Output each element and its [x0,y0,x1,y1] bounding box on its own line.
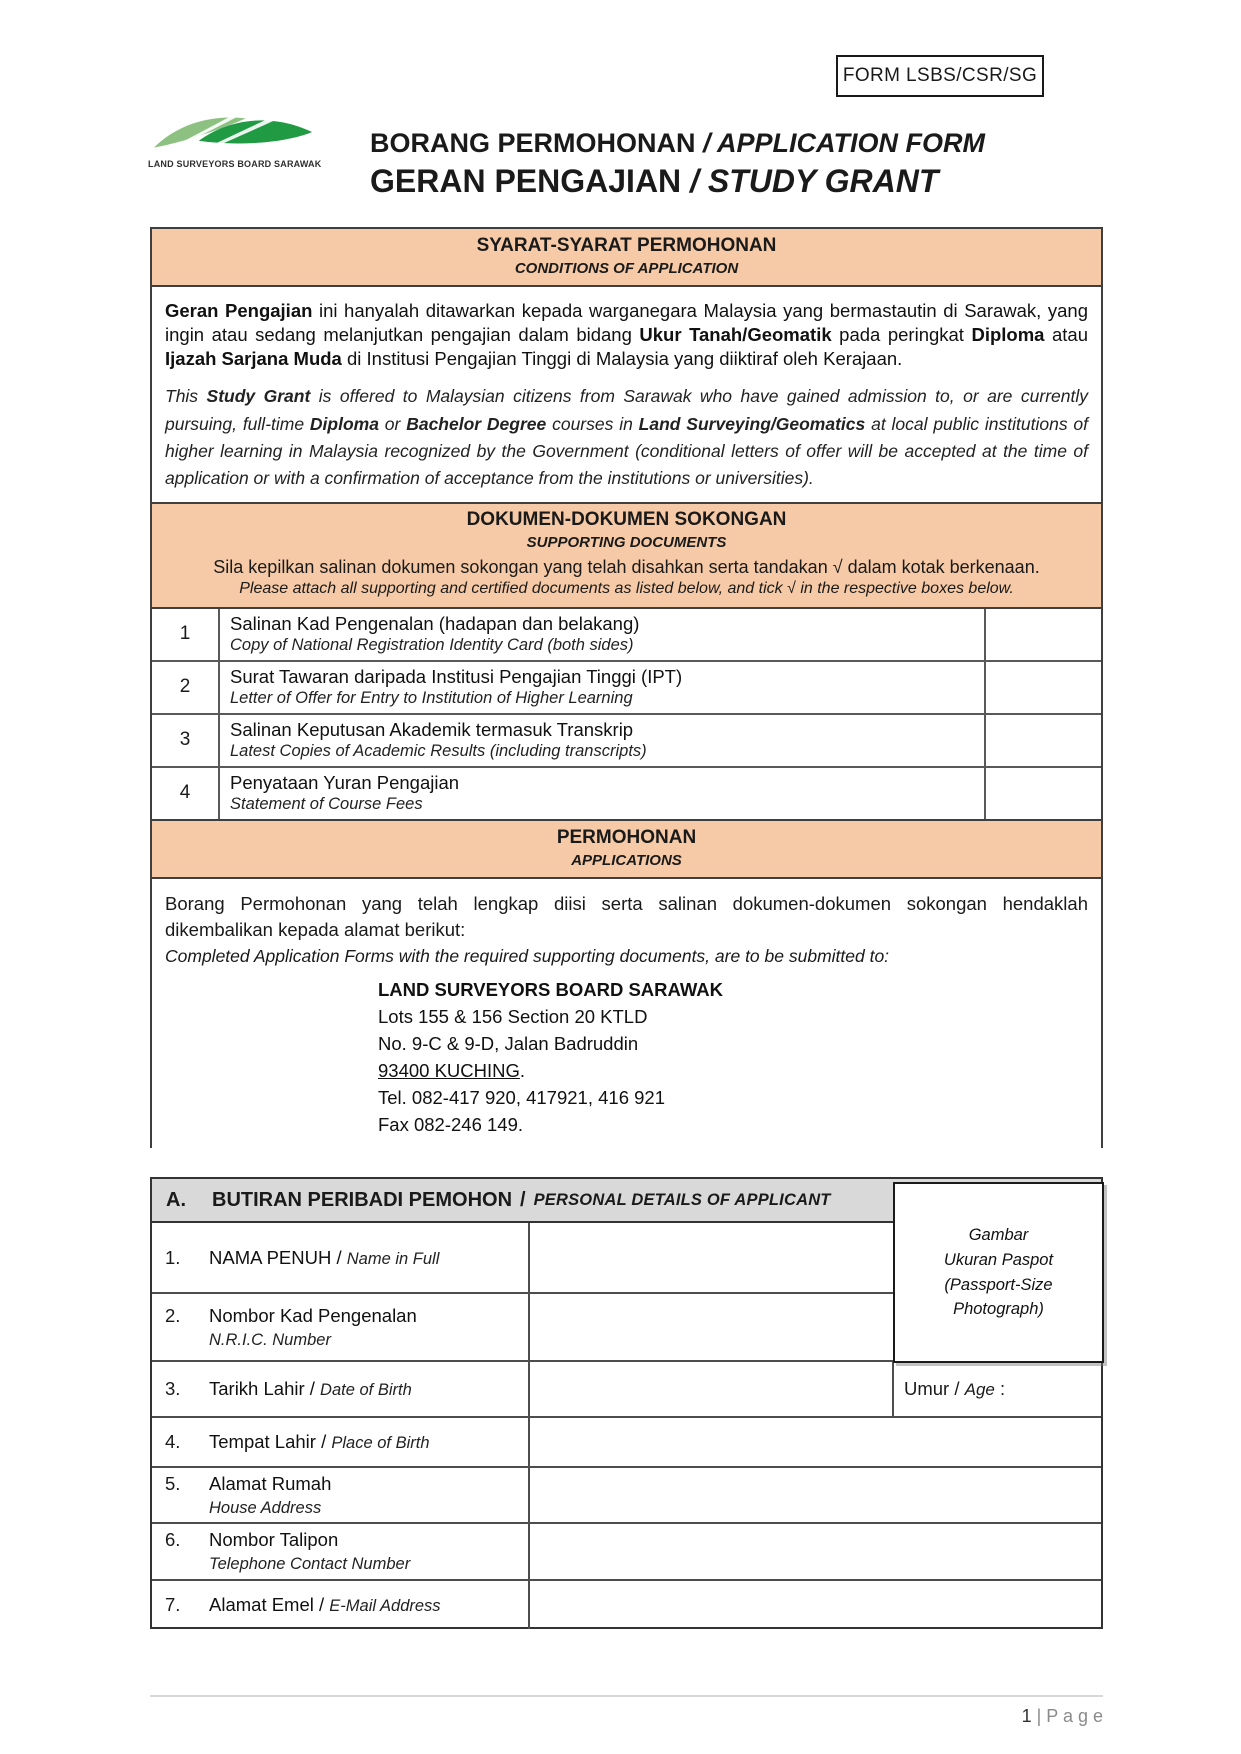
applications-header-english: APPLICATIONS [571,851,682,869]
supporting-documents-header [152,502,1101,609]
conditions-paragraph-malay [165,299,1088,370]
text-run: at local public institutions of higher learning in Malaysia recognized by the Government (conditional letters of offer will be accepted at the time of application or with a confirmation of acceptance from the institutions or universities). [165,413,1088,489]
conditions-paragraph-english [165,383,1088,492]
text-run: Diploma [309,413,379,434]
document-description [219,661,985,714]
section-title-malay: BUTIRAN PERIBADI PEMOHON [212,1188,513,1211]
address-line1: Lots 155 & 156 Section 20 KTLD [378,1005,648,1027]
document-name-malay: Salinan Kad Pengenalan (hadapan dan belakang) [230,613,640,635]
text-run: ini hanyalah ditawarkan kepada warganegara Malaysia yang bermastautin di Sarawak, yang ingin atau sedang melanjutkan pengajian dalam bidang [165,300,1089,345]
document-row [152,714,1101,767]
title-line1-english: / APPLICATION FORM [703,128,986,158]
lsbs-logo [148,108,322,169]
age-field[interactable] [893,1361,1101,1417]
tick-box[interactable] [985,767,1101,819]
form-title [370,128,985,200]
document-row [152,767,1101,819]
text-run: atau [1044,323,1088,345]
field-label-nric [152,1293,529,1361]
text-run: Diploma [971,323,1045,345]
applications-paragraph-malay: Borang Permohonan yang telah lengkap diisi serta salinan dokumen-dokumen sokongan hendaklah dikembalikan kepada alamat berikut: [165,893,1088,940]
address-fax: Fax 082-246 149. [378,1113,524,1135]
applications-header [152,819,1101,879]
field-label-house-address [152,1467,529,1523]
applications-paragraph-english: Completed Application Forms with the required supporting documents, are to be submitted to: [165,946,890,967]
text-run: di Institusi Pengajian Tinggi di Malaysia yang diiktiraf oleh Kerajaan. [341,347,903,369]
applications-body [152,879,1101,1148]
documents-header-malay: DOKUMEN-DOKUMEN SOKONGAN [466,509,787,531]
document-description [219,714,985,767]
table-row [152,1523,1101,1580]
conditions-header-english: CONDITIONS OF APPLICATION [514,259,739,277]
title-line2-malay: GERAN PENGAJIAN [370,163,682,199]
field-label-malay: Nombor Talipon [209,1529,339,1550]
photo-box-line: Gambar [968,1226,1029,1244]
tick-box[interactable] [985,661,1101,714]
text-run: Land Surveying/Geomatics [638,413,866,434]
place-of-birth-input[interactable] [529,1417,1101,1467]
field-label-name [152,1223,529,1293]
document-name-english: Latest Copies of Academic Results (including transcripts) [230,741,647,760]
documents-note-malay: Sila kepilkan salinan dokumen sokongan yang telah disahkan serta tandakan √ dalam kotak berkenaan. [213,556,1040,577]
document-description [219,609,985,661]
document-name-english: Statement of Course Fees [230,794,423,813]
document-number: 3 [152,714,219,767]
field-label-pob [152,1417,529,1467]
table-row [152,1361,1101,1417]
form-title-line2 [370,163,985,200]
address-city-period: . [519,1059,526,1081]
page-word: | P a g e [1036,1706,1103,1726]
text-run: Study Grant [206,386,311,407]
field-label-english: Date of Birth [320,1381,412,1399]
document-row [152,661,1101,714]
age-label-english: Age [964,1380,995,1399]
photo-box-line: (Passport-Size [944,1275,1053,1294]
form-code-text: FORM LSBS/CSR/SG [842,65,1038,86]
text-run: is offered to Malaysian citizens from Sarawak who have gained admission to, or are currently pursuing, full-time [165,386,1088,434]
field-label-english: Place of Birth [331,1434,430,1452]
document-number: 4 [152,767,219,819]
table-row [152,1417,1101,1467]
field-label-malay: Tarikh Lahir / [209,1378,321,1399]
photo-box-line: Photograph) [953,1300,1044,1319]
address-telephone: Tel. 082-417 920, 417921, 416 921 [378,1086,665,1108]
supporting-documents-table [152,609,1101,819]
date-of-birth-input[interactable] [529,1361,893,1417]
field-label-email [152,1580,529,1629]
table-row [152,1467,1101,1523]
field-number: 7. [165,1594,181,1615]
tick-box[interactable] [985,609,1101,661]
text-run: Ukur Tanah/Geomatik [639,323,832,345]
field-number: 3. [165,1378,181,1399]
address-line2: No. 9-C & 9-D, Jalan Badruddin [378,1032,639,1054]
document-name-malay: Surat Tawaran daripada Institusi Pengajian Tinggi (IPT) [230,666,683,688]
telephone-number-input[interactable] [529,1523,1101,1580]
personal-details-section [150,1177,1103,1629]
field-number: 4. [165,1431,181,1452]
field-label-malay: Tempat Lahir / [209,1431,332,1452]
field-label-english: Name in Full [346,1249,440,1268]
text-run: This [165,386,207,407]
house-address-input[interactable] [529,1467,1101,1523]
field-number: 1. [165,1246,181,1268]
address-city-text: 93400 KUCHING [378,1059,520,1081]
conditions-header-malay: SYARAT-SYARAT PERMOHONAN [476,235,777,256]
age-label-colon: : [994,1378,1006,1399]
documents-header-english: SUPPORTING DOCUMENTS [526,534,727,552]
board-address [378,976,1088,1138]
field-number: 6. [165,1529,181,1550]
field-label-dob [152,1361,529,1417]
tick-box[interactable] [985,714,1101,767]
text-run: Bachelor Degree [406,413,547,434]
text-run: or [378,413,407,434]
page-number: 1 [1021,1706,1037,1726]
section-title-english: PERSONAL DETAILS OF APPLICANT [533,1190,831,1209]
field-label-malay: NAMA PENUH / [209,1246,347,1268]
field-label-english: House Address [209,1498,322,1517]
document-name-english: Copy of National Registration Identity Card (both sides) [230,635,634,654]
document-number: 1 [152,609,219,661]
title-line2-english: / STUDY GRANT [690,163,939,199]
document-name-malay: Penyataan Yuran Pengajian [230,772,460,794]
text-run: Ijazah Sarjana Muda [165,347,342,369]
field-label-english: E-Mail Address [329,1597,441,1615]
conditions-body [152,287,1101,502]
document-name-malay: Salinan Keputusan Akademik termasuk Transkrip [230,719,634,741]
page-footer [150,1695,1103,1727]
field-number: 2. [165,1304,181,1326]
document-number: 2 [152,661,219,714]
table-row [152,1580,1101,1629]
form-code-box [836,55,1044,97]
field-label-english: N.R.I.C. Number [209,1330,331,1349]
section-title-separator: / [520,1188,526,1211]
email-address-input[interactable] [529,1580,1101,1629]
document-description [219,767,985,819]
field-label-telephone [152,1523,529,1580]
document-row [152,609,1101,661]
main-info-box [150,227,1103,1148]
text-run: pada peringkat [831,323,972,345]
field-number: 5. [165,1472,181,1494]
document-name-english: Letter of Offer for Entry to Institution of Higher Learning [230,688,633,707]
lsbs-logo-caption: LAND SURVEYORS BOARD SARAWAK [148,159,322,169]
title-line1-malay: BORANG PERMOHONAN [370,128,696,158]
lsbs-logo-icon [150,108,316,158]
field-label-malay: Alamat Rumah [209,1472,332,1494]
passport-photo-box [893,1182,1104,1363]
section-letter: A. [166,1188,186,1211]
form-title-line1 [370,128,985,159]
conditions-header [152,229,1101,287]
field-label-malay: Alamat Emel / [209,1594,330,1615]
applications-header-malay: PERMOHONAN [556,826,697,848]
documents-note-english: Please attach all supporting and certified documents as listed below, and tick √ in the respective boxes below. [239,579,1014,597]
age-label-malay: Umur / [904,1378,965,1399]
field-label-malay: Nombor Kad Pengenalan [209,1304,417,1326]
address-name: LAND SURVEYORS BOARD SARAWAK [378,978,724,1000]
address-city [378,1057,1088,1084]
photo-box-line: Ukuran Paspot [943,1250,1054,1269]
field-label-english: Telephone Contact Number [209,1555,411,1573]
text-run: Geran Pengajian [165,300,313,322]
text-run: courses in [546,413,639,434]
